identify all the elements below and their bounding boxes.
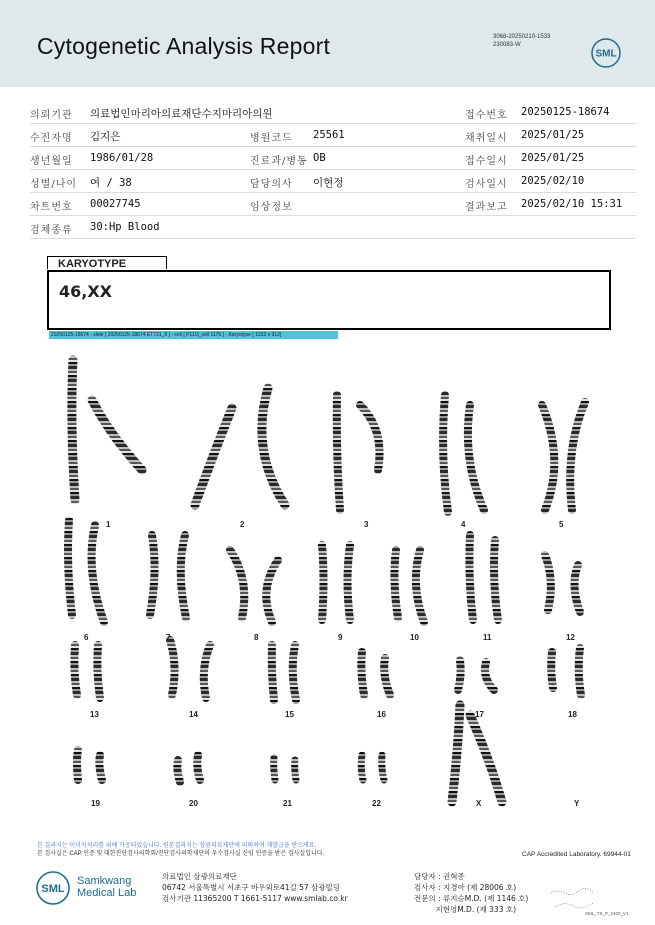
info-label: 검사일시 [465,179,508,190]
chromosome [266,560,278,622]
chromosome [92,400,142,470]
info-row [30,215,636,239]
chromosome [99,755,102,780]
karyotype-tab: KARYOTYPE [47,256,167,269]
report-title: Cytogenetic Analysis Report [37,33,331,59]
info-label: 수진자명 [30,133,73,144]
slide-info: 20250125-18674 - slide [ 20250125-18674 ET721_8 ] - cell [ P11/3_cell 1176 ] - Karyotype [ 1232 x 912] [49,331,338,339]
chromosome [579,648,581,695]
form-code: SML_TS_P_2400_V1 [585,911,629,916]
chromosome-label: 1 [106,520,111,529]
chromosome-label: 11 [483,633,492,642]
info-value: 00027745 [90,198,141,210]
footer-logo-name-1: Samkwang [77,875,132,887]
chromosome [570,402,585,510]
signatory-4: 지현영M.D. (제 333 호) [414,905,517,914]
chromosome [92,525,104,622]
chromosome [452,705,460,802]
info-value: 의료법인마리아의료재단수지마리아의원 [90,108,273,120]
info-value: 2025/01/25 [521,152,585,164]
footer-logo-text: SML [41,883,65,895]
chromosome-label: 9 [338,633,343,642]
chromosome-label: 17 [475,710,484,719]
chromosome-label: 18 [568,710,577,719]
chromosome [97,645,100,698]
sml-logo [590,37,622,69]
info-label: 진료과/병동 [250,156,308,167]
info-row [30,192,636,216]
footer-logo-name-2: Medical Lab [77,887,137,899]
chromosome [348,545,351,620]
footer-org: 의료법인 삼광의료재단 [162,872,237,881]
info-label: 의뢰기관 [30,110,73,121]
chromosome-label: 13 [90,710,99,719]
chromosome [262,388,285,505]
chromosome [68,520,72,615]
footer-contact: 검사기관 11365200 T 1661-5117 www.smlab.co.kr [162,894,348,903]
info-label: 성별/나이 [30,179,78,190]
info-row [30,100,636,124]
chromosome [416,550,424,622]
info-value: 이현정 [313,177,344,189]
chromosome [150,535,155,615]
chromosome-label: 12 [566,633,575,642]
info-row [30,169,636,193]
chromosome [443,395,448,512]
chromosome [72,360,75,500]
chromosome-label: 7 [166,633,171,642]
info-row [30,146,636,170]
sml-logo-text: SML [595,48,617,60]
chromosome-label: 2 [240,520,245,529]
chromosome-label: 6 [84,633,89,642]
chromosome [470,715,502,802]
report-code [493,33,550,49]
chromosome-label: 10 [410,633,419,642]
signatory-2: 검사자 : 지경아 (제 28006 호) [414,883,517,892]
info-value: 30:Hp Blood [90,221,160,233]
info-row [30,123,636,147]
info-label: 담당의사 [250,179,293,190]
chromosome [293,645,296,700]
chromosome [337,395,340,510]
chromosome [545,555,551,610]
info-label: 채취일시 [465,133,508,144]
report-notes [37,842,324,858]
chromosome [177,760,180,782]
karyotype-result-box [47,270,611,330]
karyogram-image [0,340,655,810]
info-label: 접수번호 [465,110,508,121]
info-label: 차트번호 [30,202,73,213]
chromosome [361,652,364,695]
chromosome-label: 19 [91,799,100,808]
chromosome [360,405,380,470]
info-value: OB [313,152,326,164]
chromosome [74,645,77,695]
info-value: 2025/01/25 [521,129,585,141]
report-header [0,0,655,87]
chromosome-label: 21 [283,799,292,808]
info-value: 25561 [313,129,345,141]
info-label: 생년월일 [30,156,73,167]
info-label: 검체종류 [30,225,73,236]
chromosome [361,755,363,780]
chromosome [542,405,554,510]
cap-accreditation: CAP Accredited Laboratory. 69944-01 [522,851,631,858]
footer-logo-mark [35,870,71,906]
chromosome [485,662,494,690]
info-value: 2025/02/10 [521,175,585,187]
chromosome [204,645,210,698]
chromosome-label: 20 [189,799,198,808]
signatories [414,871,528,915]
chromosome [274,758,275,780]
footer-address [162,871,348,904]
chromosome [458,660,461,690]
chromosome-label: 16 [377,710,386,719]
chromosome [197,755,200,780]
info-label: 접수일시 [465,156,508,167]
karyotype-result: 46,XX [59,282,113,301]
info-value: 여 / 38 [90,177,132,189]
chromosome-label: Y [574,799,580,808]
chromosome [77,750,78,780]
chromosome [382,755,384,780]
footer-logo [35,868,155,908]
signatory-1: 담당자 : 권혁종 [414,872,465,881]
chromosome-label: 8 [254,633,259,642]
info-label: 병원코드 [250,133,293,144]
report-code-line-1: 3068-20250210-1533 [493,34,551,40]
chromosome-label: X [476,799,482,808]
chromosome [181,535,186,618]
chromosome [551,652,553,688]
chromosome [494,540,498,620]
info-value: 20250125-18674 [521,106,610,118]
chromosome [322,545,324,620]
note-line-2: 본 검사실은 CAP 인증 및 대한진단검사의학회/진단검사의학재단의 우수검사실 신임 인증을 받은 검사실입니다. [37,851,325,857]
chromosome [384,658,390,695]
signatory-3: 전문의 : 류지승M.D. (제 1146 호) [414,894,529,903]
note-line-1: 본 결과지는 이미지처리를 위해 가공되었습니다. 원본결과지는 삼광의료재단에 의뢰하여 재발급을 받으세요. [37,843,317,849]
info-label: 결과보고 [465,202,508,213]
chromosome-label: 14 [189,710,198,719]
info-value: 1986/01/28 [90,152,154,164]
footer-address-line: 06742 서울특별시 서초구 바우뫼로41길 57 삼광빌딩 [162,883,341,892]
chromosome [272,645,274,700]
chromosome [469,535,473,620]
chromosome-label: 3 [364,520,369,529]
chromosome [170,640,175,695]
chromosome-label: 5 [559,520,564,529]
chromosome [195,408,232,505]
chromosome [574,565,580,612]
chromosome-label: 15 [285,710,294,719]
chromosome [468,405,484,510]
chromosome-label: 22 [372,799,381,808]
chromosome-label: 4 [461,520,466,529]
report-code-line-2: 230083-W [493,42,521,48]
info-value: 김지은 [90,131,121,143]
info-label: 임상정보 [250,202,293,213]
info-value: 2025/02/10 15:31 [521,198,623,210]
chromosome [230,550,244,618]
chromosome [394,550,398,618]
chromosome [295,760,296,780]
